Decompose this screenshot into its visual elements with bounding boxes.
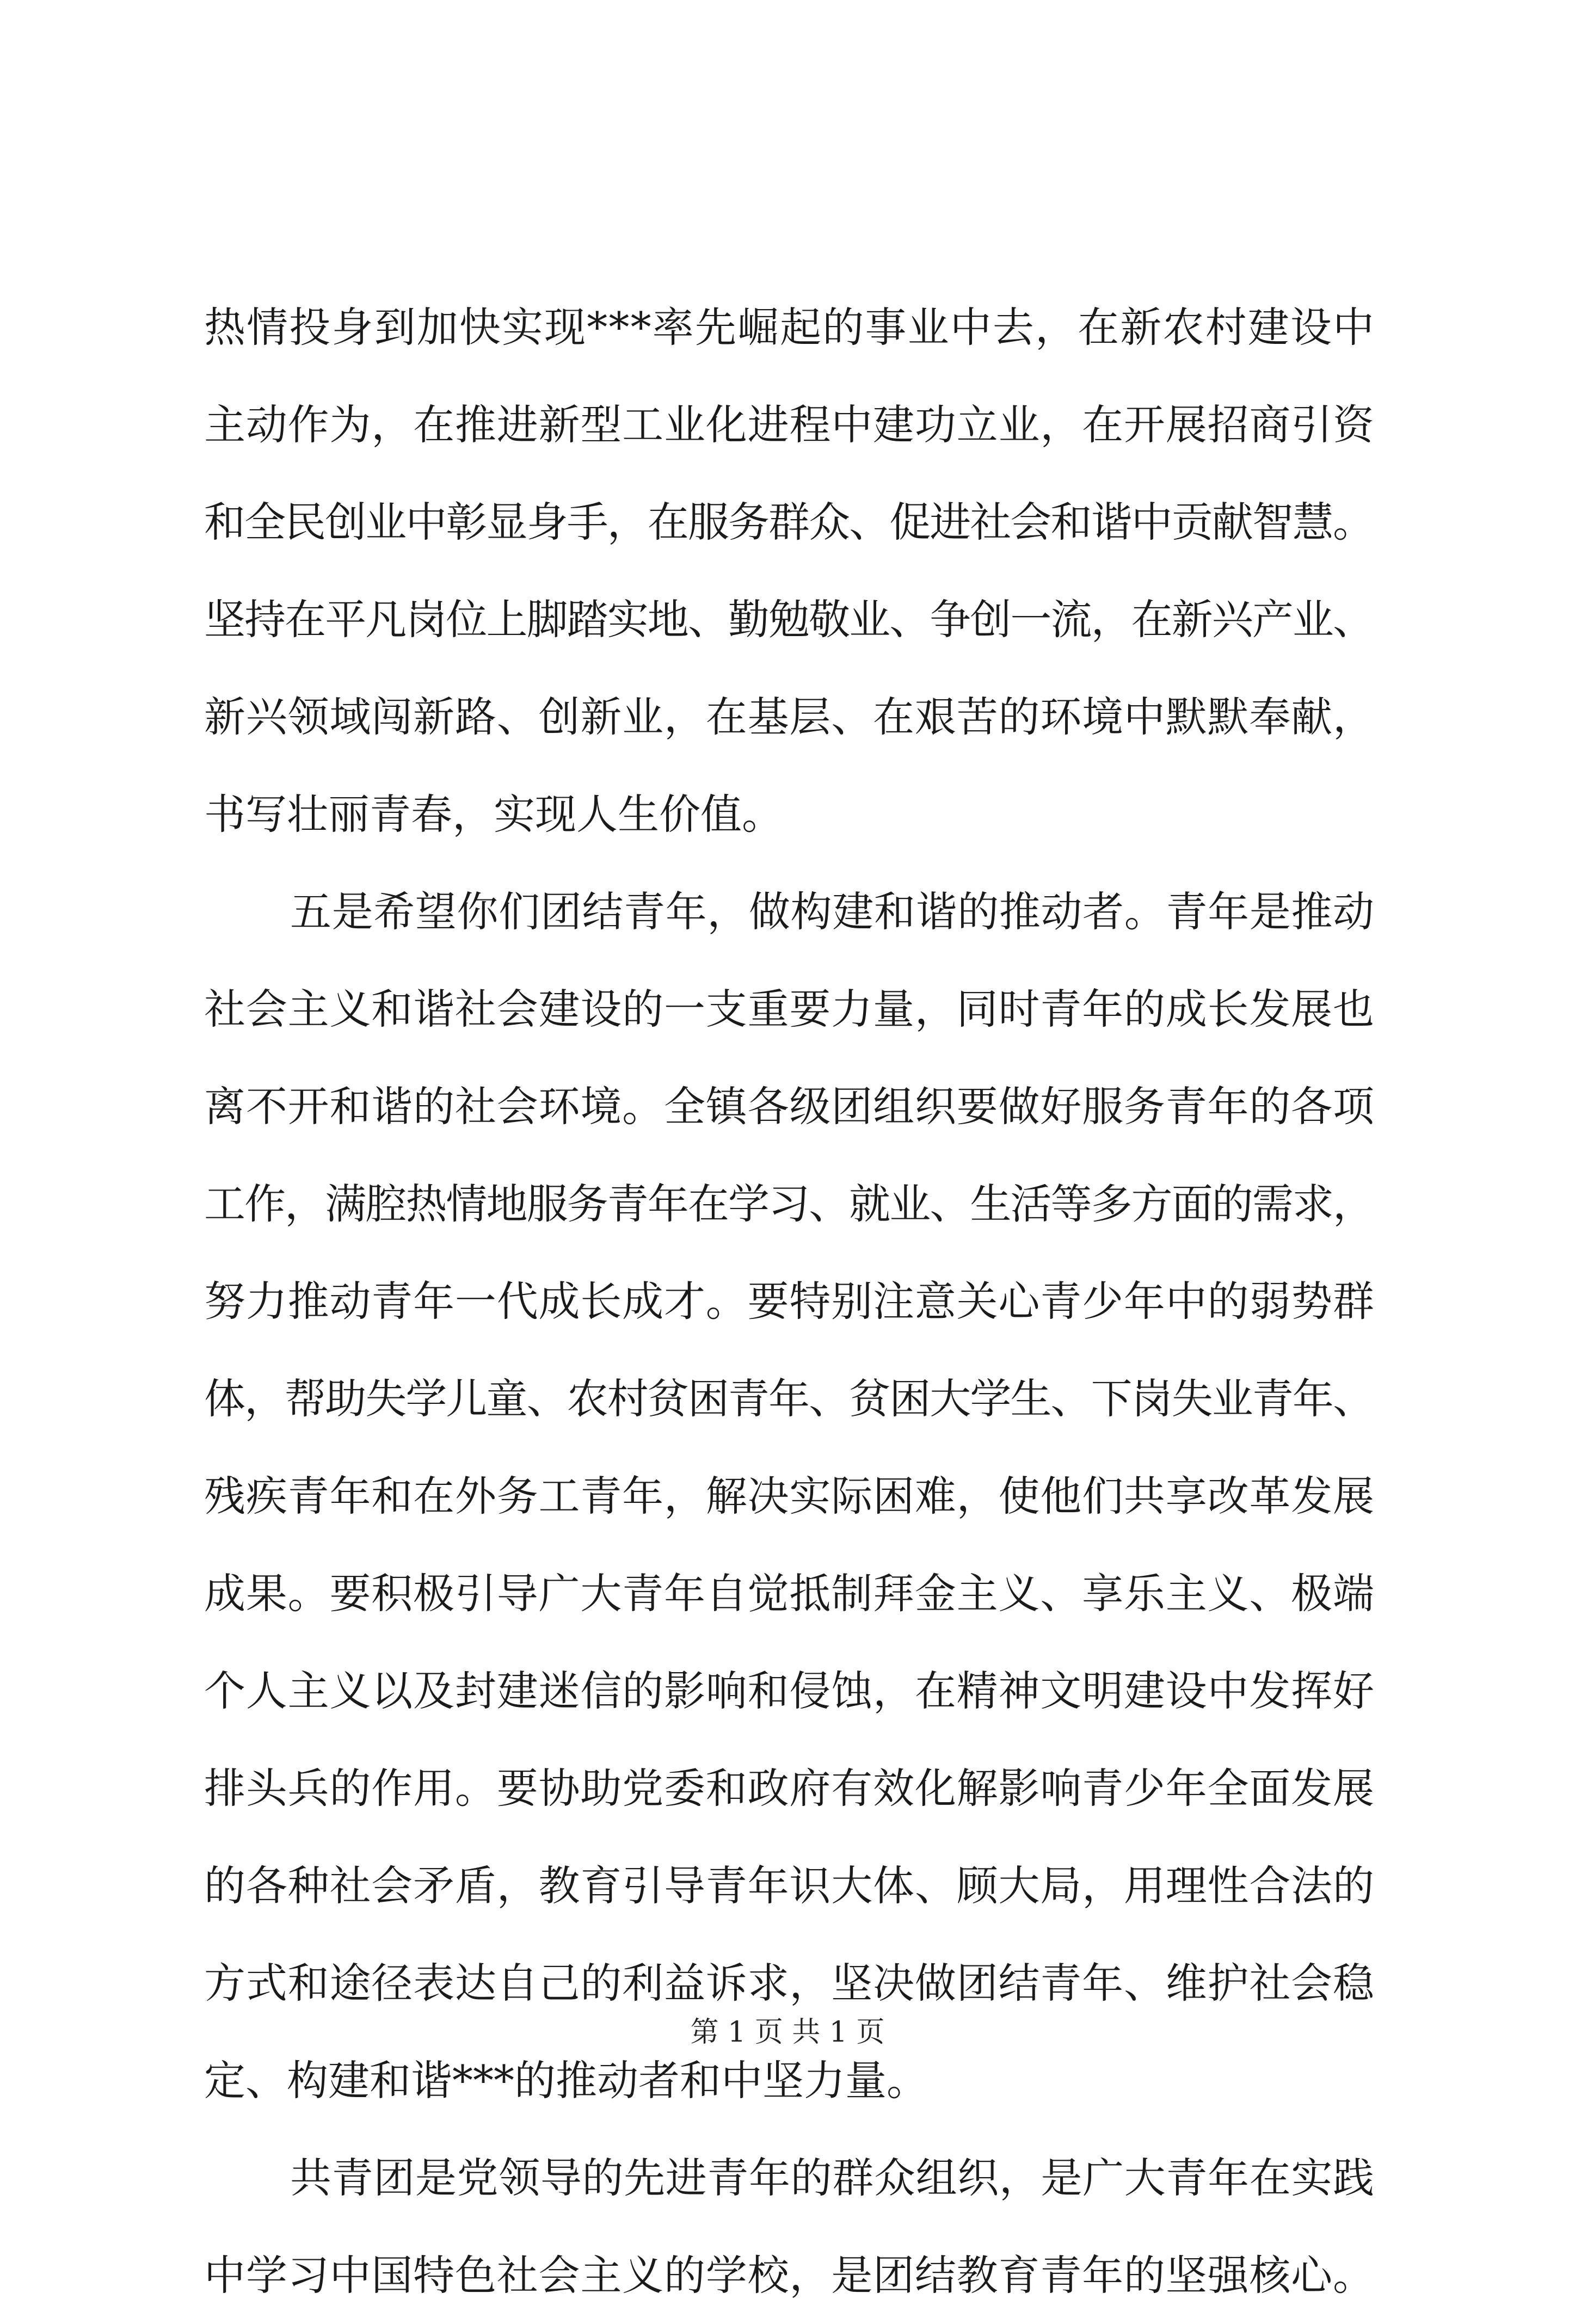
text-line: 书写壮丽青春，实现人生价值。 (204, 790, 783, 839)
text-line: 坚持在平凡岗位上脚踏实地、勤勉敬业、争创一流，在新兴产业、 (204, 595, 1374, 644)
text-line: 个人主义以及封建迷信的影响和侵蚀，在精神文明建设中发挥好 (204, 1667, 1375, 1715)
paragraph-3 (204, 2129, 1374, 2324)
text-line: 共青团是党领导的先进青年的群众组织，是广大青年在实践 (290, 2154, 1375, 2202)
text-line: 成果。要积极引导广大青年自觉抵制拜金主义、享乐主义、极端 (204, 1569, 1375, 1618)
text-line: 离不开和谐的社会环境。全镇各级团组织要做好服务青年的各项 (204, 1082, 1375, 1131)
text-line: 社会主义和谐社会建设的一支重要力量，同时青年的成长发展也 (204, 985, 1375, 1033)
text-line: 主动作为，在推进新型工业化进程中建功立业，在开展招商引资 (204, 400, 1375, 449)
text-line: 工作，满腔热情地服务青年在学习、就业、生活等多方面的需求， (204, 1180, 1374, 1228)
text-line: 新兴领域闯新路、创新业，在基层、在艰苦的环境中默默奉献， (204, 693, 1375, 741)
text-line: 热情投身到加快实现***率先崛起的事业中去，在新农村建设中 (204, 303, 1376, 352)
paragraph-2 (204, 863, 1374, 2129)
text-line: 努力推动青年一代成长成才。要特别注意关心青少年中的弱势群 (204, 1277, 1375, 1326)
text-line: 中学习中国特色社会主义的学校，是团结教育青年的坚强核心。 (204, 2251, 1375, 2300)
text-line: 体，帮助失学儿童、农村贫困青年、贫困大学生、下岗失业青年、 (204, 1374, 1374, 1423)
paragraph-1 (204, 279, 1374, 863)
text-line: 方式和途径表达自己的利益诉求，坚决做团结青年、维护社会稳 (204, 1959, 1375, 2007)
text-line: 五是希望你们团结青年，做构建和谐的推动者。青年是推动 (290, 887, 1375, 936)
page-footer (0, 2011, 1575, 2054)
text-line: 残疾青年和在外务工青年，解决实际困难，使他们共享改革发展 (204, 1472, 1375, 1520)
page-number-label: 第 1 页 共 1 页 (690, 2016, 885, 2049)
text-line: 排头兵的作用。要协助党委和政府有效化解影响青少年全面发展 (204, 1764, 1375, 1813)
text-line: 的各种社会矛盾，教育引导青年识大体、顾大局，用理性合法的 (204, 1861, 1375, 1910)
text-line: 定、构建和谐***的推动者和中坚力量。 (204, 2056, 928, 2105)
text-line: 和全民创业中彰显身手，在服务群众、促进社会和谐中贡献智慧。 (204, 498, 1374, 546)
